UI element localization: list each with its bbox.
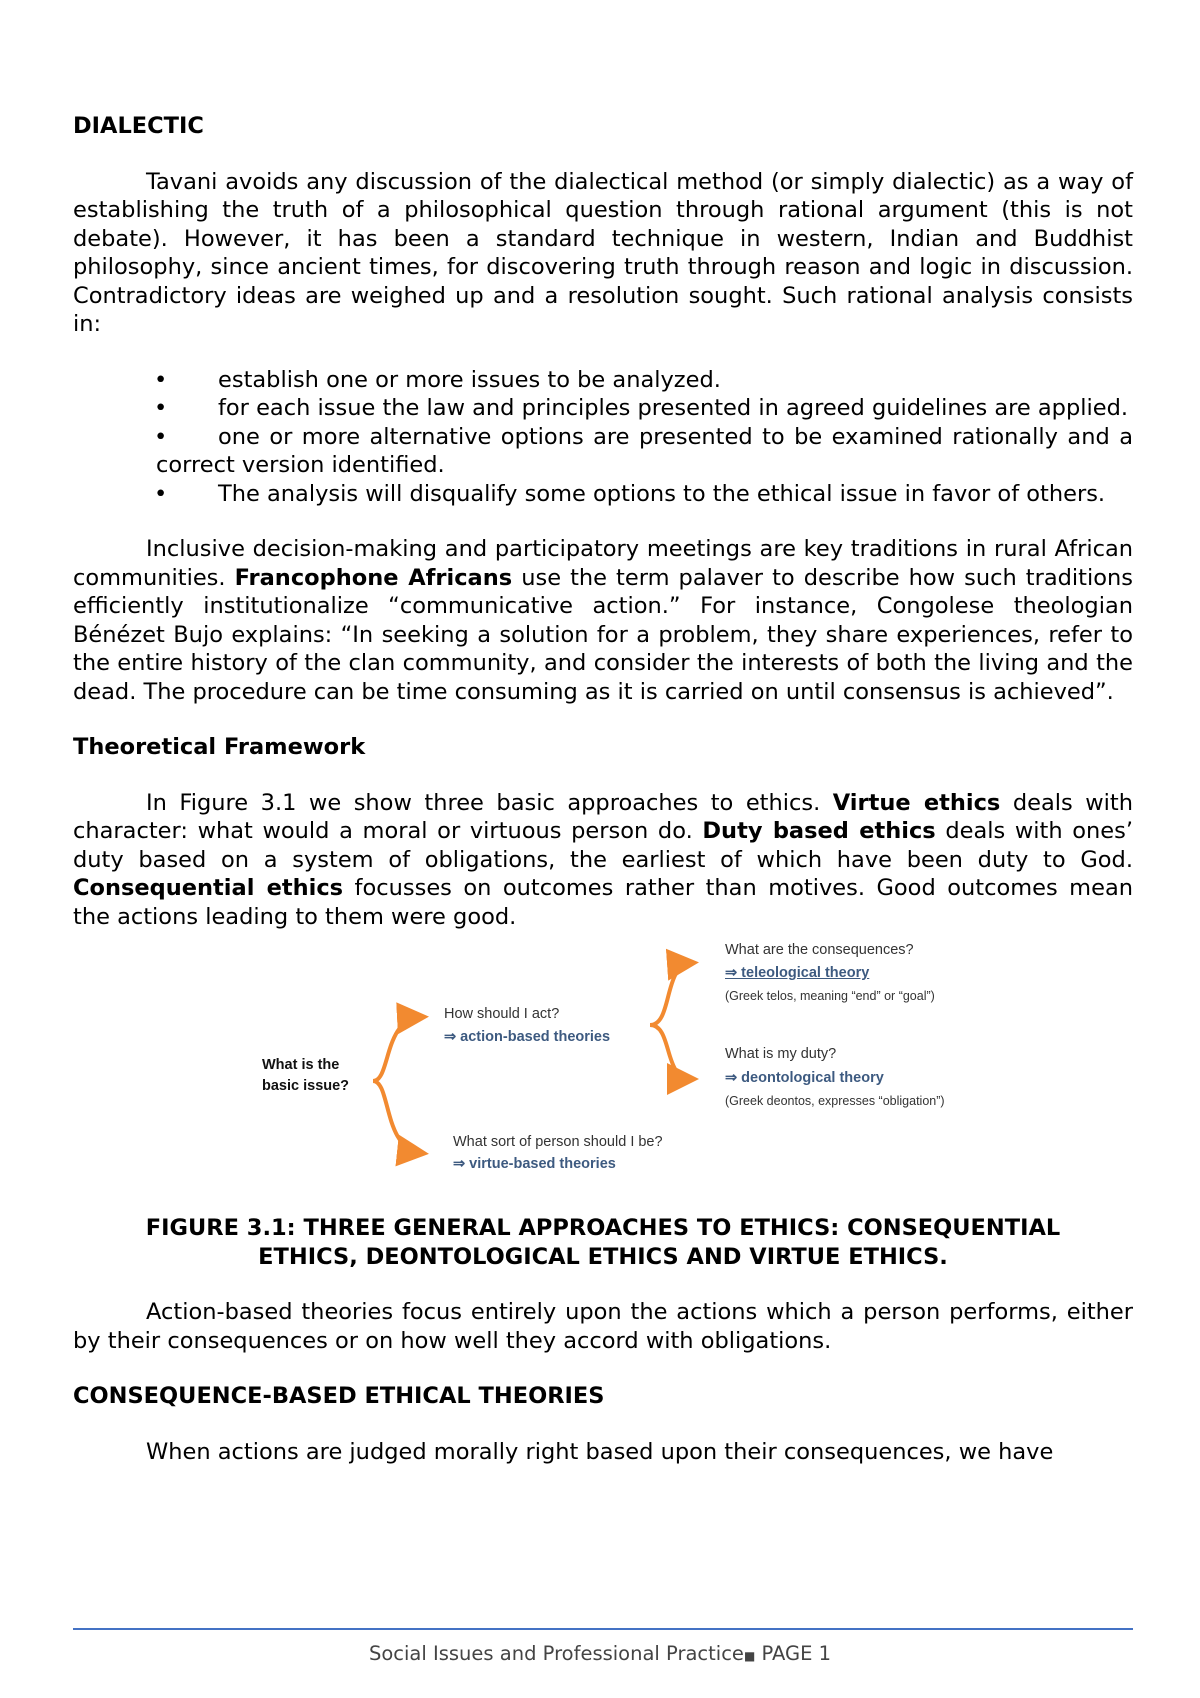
- virtue-answer: ⇒ virtue-based theories: [453, 1156, 616, 1172]
- figure-caption-line1: FIGURE 3.1: THREE GENERAL APPROACHES TO ETHICS: CONSEQUENTIAL: [145, 1215, 1061, 1241]
- heading-dialectic: DIALECTIC: [73, 113, 204, 139]
- footer-text: Social Issues and Professional Practice: [368, 1642, 744, 1665]
- bullet-text: The analysis will disqualify some options to the ethical issue in favor of others.: [218, 480, 1106, 507]
- list-item: [73, 480, 1133, 509]
- root-question-line1: What is the: [262, 1057, 340, 1073]
- paragraph-last: When actions are judged morally right based upon their consequences, we have: [146, 1438, 1054, 1465]
- arrow-to-conseq: [650, 963, 691, 1025]
- bullet-icon: •: [154, 366, 168, 393]
- conseq-note: (Greek telos, meaning “end” or “goal”): [725, 989, 935, 1003]
- paragraph-dialectic: Tavani avoids any discussion of the dialectical method (or simply dialectic) as a way of establishing the truth of a philosophical question through rational argument (this is not debate). However, it has been a standard technique in western, Indian and Buddhist philosophy, since ancient times, for discovering truth through reason and logic in discussion. Contradictory ideas are weighed up and a resolution sought. Such rational analysis consists in:: [73, 168, 1133, 337]
- page-footer: [0, 1642, 1200, 1665]
- paragraph-action: Action-based theories focus entirely upon the actions which a person performs, either by their consequences or on how well they accord with obligations.: [73, 1299, 1133, 1354]
- arrow-to-virtue: [373, 1081, 421, 1153]
- conseq-question: What are the consequences?: [725, 942, 914, 958]
- text-run: focusses on outcomes rather than motives. Good outcomes mean the actions leading to them were good.: [73, 875, 1133, 930]
- bullet-icon: •: [154, 423, 168, 450]
- bullet-icon: •: [154, 480, 168, 507]
- text-run: use the term palaver to describe how such traditions efficiently institutionalize “communicative action.” For instance, Congolese theologian Bénézet Bujo explains: “In seeking a solution for a problem, they share experiences, refer to the entire history of the clan community, and consider the interests of both the living and the dead. The procedure can be time consuming as it is carried on until consensus is achieved”.: [73, 564, 1134, 705]
- virtue-question: What sort of person should I be?: [453, 1134, 663, 1150]
- arrow-to-action: [373, 1017, 421, 1081]
- duty-answer: ⇒ deontological theory: [725, 1070, 884, 1086]
- text-run: deals with character: what would a moral or virtuous person do.: [73, 789, 1133, 844]
- bold-term: Virtue ethics: [832, 789, 1001, 816]
- bold-term: Consequential ethics: [73, 875, 344, 901]
- figure-caption-line2: ETHICS, DEONTOLOGICAL ETHICS AND VIRTUE ETHICS.: [258, 1243, 948, 1270]
- arrow-to-duty: [650, 1025, 691, 1079]
- heading-framework: Theoretical Framework: [73, 734, 366, 760]
- bullet-text: establish one or more issues to be analyzed.: [218, 366, 721, 393]
- ethics-diagram: [73, 931, 1133, 1196]
- list-item: [73, 366, 1133, 395]
- bullet-list: [73, 366, 1133, 509]
- document-page: [73, 112, 1133, 1466]
- footer-rule: [73, 1628, 1133, 1630]
- duty-note: (Greek deontos, expresses “obligation”): [725, 1094, 945, 1108]
- root-question-line2: basic issue?: [262, 1078, 350, 1094]
- action-question: How should I act?: [444, 1006, 560, 1022]
- text-run: In Figure 3.1 we show three basic approaches to ethics.: [146, 789, 833, 816]
- paragraph-palaver: [73, 535, 1133, 706]
- list-item: [73, 394, 1133, 423]
- duty-question: What is my duty?: [725, 1046, 837, 1062]
- bullet-icon: •: [154, 395, 168, 421]
- bullet-text: for each issue the law and principles presented in agreed guidelines are applied.: [218, 395, 1129, 421]
- text-run: Inclusive decision-making and participatory meetings are key traditions in rural African communities.: [73, 536, 1133, 591]
- bold-term: Duty based ethics: [702, 818, 936, 844]
- footer-marker-icon: ■: [743, 1649, 756, 1663]
- list-item: [73, 423, 1133, 480]
- bullet-text: one or more alternative options are presented to be examined rationally and a correct version identified.: [156, 423, 1133, 478]
- heading-consequence: CONSEQUENCE-BASED ETHICAL THEORIES: [73, 1383, 605, 1409]
- page-number: PAGE 1: [755, 1642, 832, 1665]
- action-answer: ⇒ action-based theories: [444, 1029, 611, 1045]
- bold-term: Francophone Africans: [234, 564, 513, 591]
- paragraph-framework: [73, 789, 1133, 932]
- text-run: deals with ones’ duty based on a system of obligations, the earliest of which have been duty to God.: [73, 818, 1134, 873]
- conseq-answer: ⇒ teleological theory: [725, 965, 870, 981]
